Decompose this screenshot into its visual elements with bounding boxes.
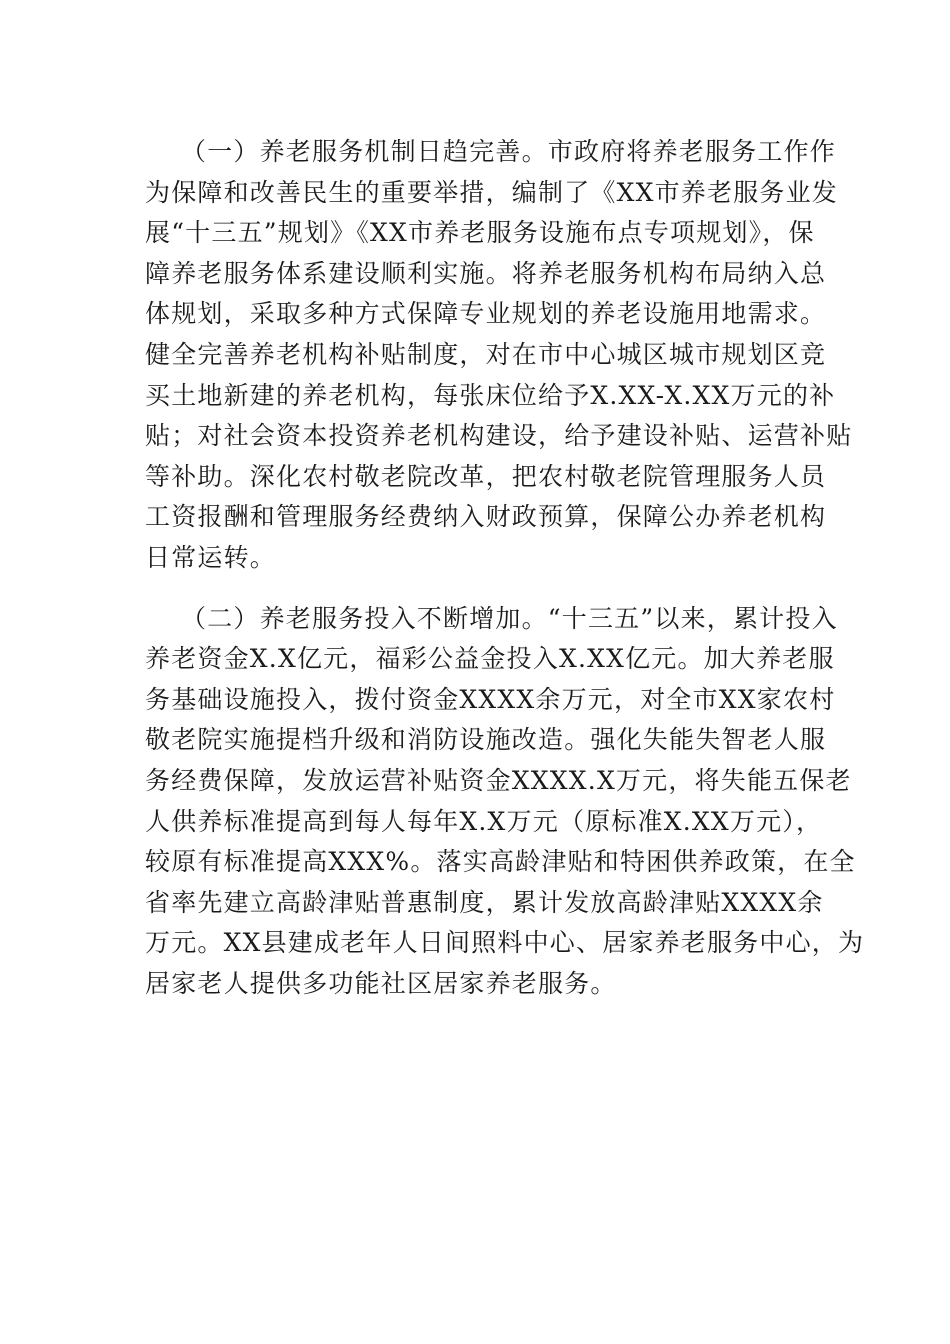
paragraph-line: 等补助。深化农村敬老院改革，把农村敬老院管理服务人员 — [145, 461, 827, 491]
paragraph-line: 人供养标准提高到每人每年X.X万元（原标准X.XX万元）， — [145, 806, 823, 836]
document-body — [145, 132, 865, 1004]
paragraph-line: 较原有标准提高XXX%。落实高龄津贴和特困供养政策，在全 — [145, 847, 856, 877]
paragraph-line: 为保障和改善民生的重要举措，编制了《XX市养老服务业发 — [145, 177, 838, 207]
paragraph-line: 展“十三五”规划》《XX市养老服务设施布点专项规划》，保 — [145, 218, 815, 248]
paragraph-line: 买土地新建的养老机构，每张床位给予X.XX-X.XX万元的补 — [145, 380, 836, 410]
paragraph-line: （一）养老服务机制日趋完善。市政府将养老服务工作作 — [181, 137, 837, 166]
paragraph-line: 障养老服务体系建设顺利实施。将养老服务机构布局纳入总 — [145, 258, 827, 288]
paragraph-line: 日常运转。 — [145, 542, 277, 572]
paragraph-line: 养老资金X.X亿元，福彩公益金投入X.XX亿元。加大养老服 — [145, 644, 835, 674]
paragraph-gap — [145, 579, 805, 599]
paragraph-line: 工资报酬和管理服务经费纳入财政预算，保障公办养老机构 — [145, 502, 827, 532]
paragraph-line: 居家老人提供多功能社区居家养老服务。 — [145, 968, 617, 998]
paragraph-line: 贴；对社会资本投资养老机构建设，给予建设补贴、运营补贴 — [145, 421, 853, 451]
paragraph-line: 健全完善养老机构补贴制度，对在市中心城区城市规划区竞 — [145, 339, 827, 369]
paragraph-line: （二）养老服务投入不断增加。“十三五”以来，累计投入 — [181, 603, 838, 633]
paragraph-line: 省率先建立高龄津贴普惠制度，累计发放高龄津贴XXXX余 — [145, 887, 824, 917]
paragraph-2 — [145, 599, 865, 1005]
paragraph-line: 万元。XX县建成老年人日间照料中心、居家养老服务中心，为 — [145, 928, 865, 958]
paragraph-line: 体规划，采取多种方式保障专业规划的养老设施用地需求。 — [145, 299, 827, 329]
paragraph-line: 务基础设施投入，拨付资金XXXX余万元，对全市XX家农村 — [145, 684, 836, 714]
paragraph-line: 敬老院实施提档升级和消防设施改造。强化失能失智老人服 — [145, 725, 827, 755]
paragraph-1 — [145, 132, 853, 579]
paragraph-line: 务经费保障，发放运营补贴资金XXXX.X万元，将失能五保老 — [145, 765, 852, 795]
